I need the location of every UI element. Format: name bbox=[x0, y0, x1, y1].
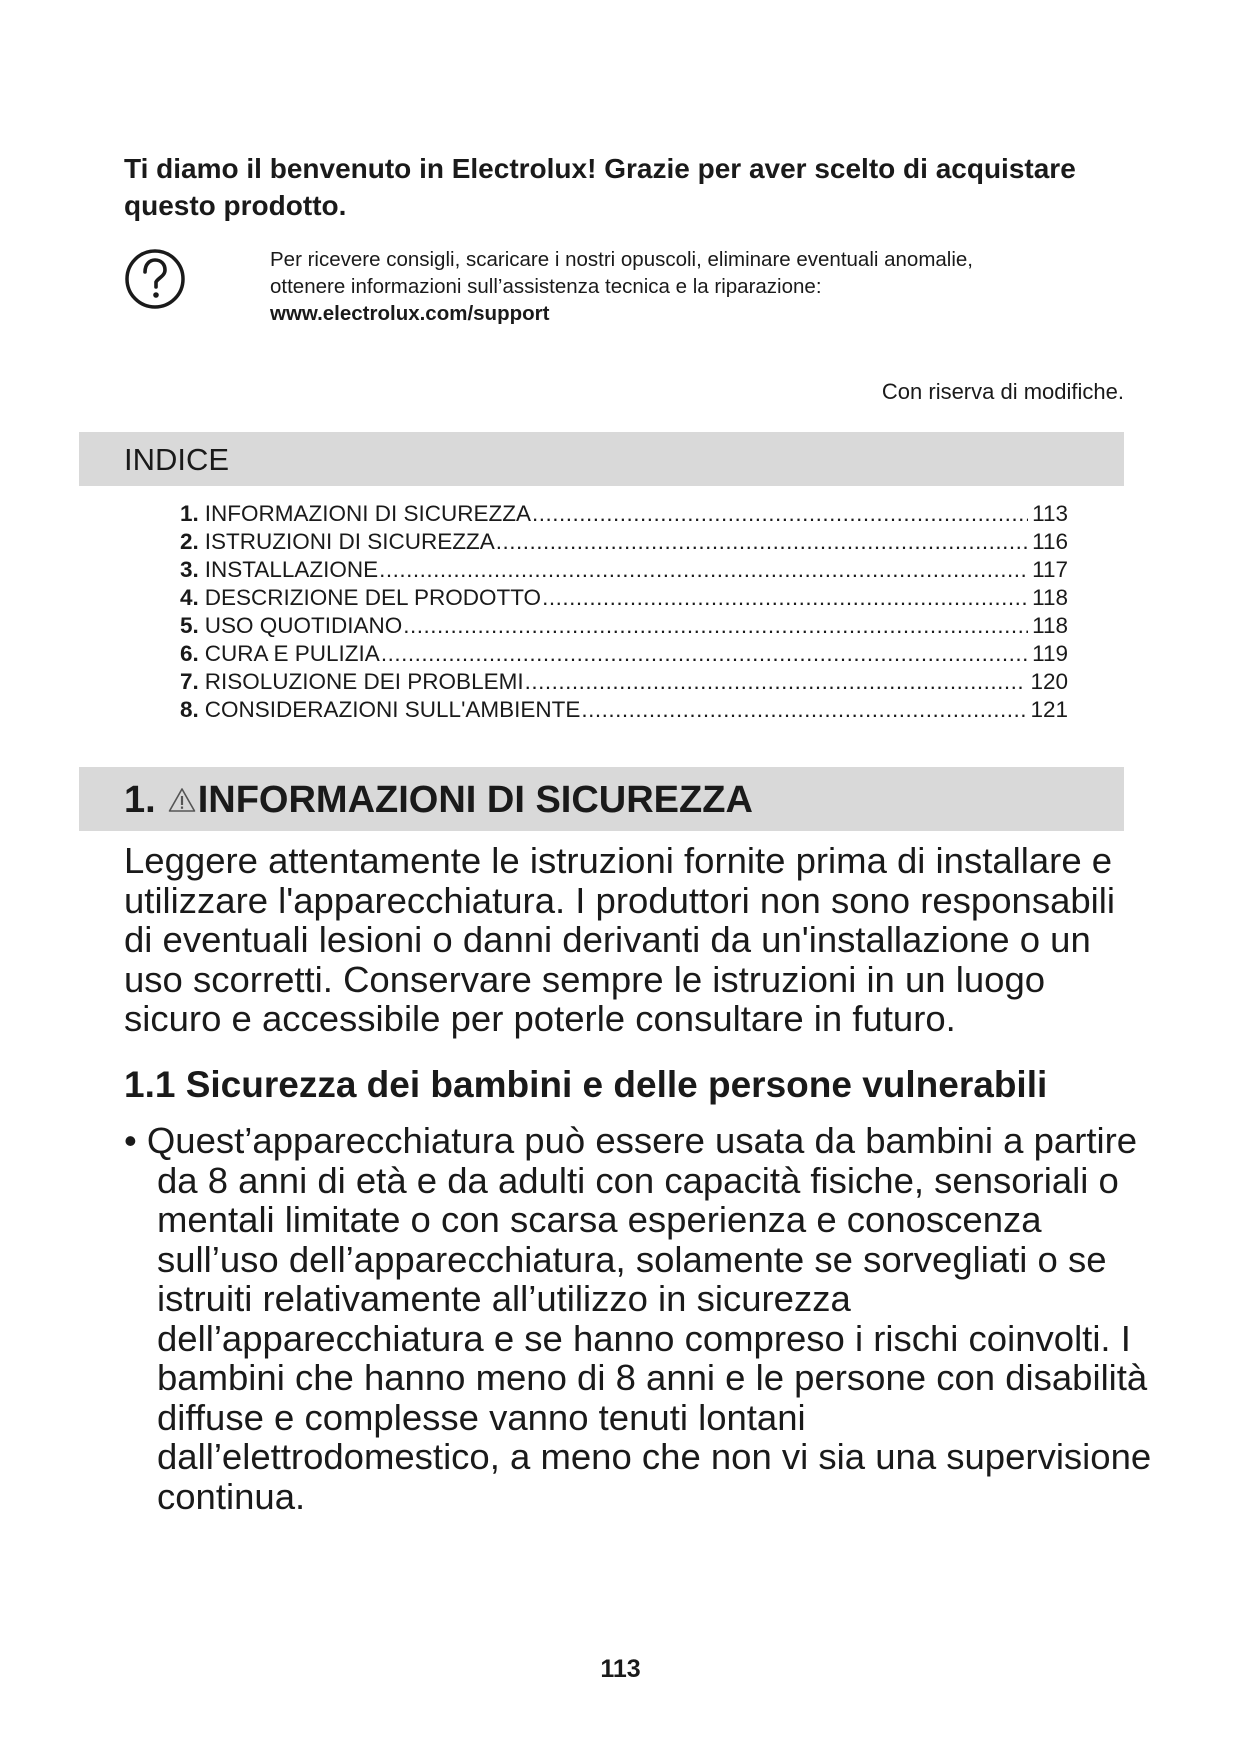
toc-item-number: 3. bbox=[180, 557, 199, 582]
toc-item[interactable] bbox=[180, 612, 1068, 640]
toc-title: INDICE bbox=[124, 442, 230, 477]
toc-item-number: 7. bbox=[180, 669, 199, 694]
toc-item-label: RISOLUZIONE DEI PROBLEMI bbox=[204, 669, 524, 694]
toc-item-page: 119 bbox=[1032, 641, 1068, 666]
toc-item-number: 1. bbox=[180, 501, 199, 526]
support-link[interactable]: www.electrolux.com/support bbox=[270, 302, 550, 325]
toc-item-page: 118 bbox=[1032, 613, 1068, 638]
toc-item[interactable] bbox=[180, 500, 1068, 528]
warning-triangle-icon bbox=[168, 787, 196, 813]
toc-item-label: CONSIDERAZIONI SULL'AMBIENTE bbox=[204, 697, 581, 722]
toc-item-label: INFORMAZIONI DI SICUREZZA bbox=[204, 501, 532, 526]
toc-item-number: 6. bbox=[180, 641, 199, 666]
toc-item[interactable] bbox=[180, 668, 1068, 696]
page-number: 113 bbox=[600, 1655, 641, 1683]
support-text-line-1: Per ricevere consigli, scaricare i nostri opuscoli, eliminare eventuali anomalie, bbox=[270, 248, 974, 271]
toc-item-label: DESCRIZIONE DEL PRODOTTO bbox=[204, 585, 542, 610]
section-title-text: INFORMAZIONI DI SICUREZZA bbox=[197, 779, 753, 821]
toc-item-page: 120 bbox=[1030, 669, 1068, 694]
toc-item[interactable] bbox=[180, 556, 1068, 584]
toc-item-page: 118 bbox=[1032, 585, 1068, 610]
toc-item-label: CURA E PULIZIA bbox=[204, 641, 380, 666]
toc-header-bar bbox=[79, 432, 1124, 486]
toc-item-label: INSTALLAZIONE bbox=[204, 557, 379, 582]
section-number: 1. bbox=[124, 779, 156, 821]
toc-item-page: 113 bbox=[1032, 501, 1068, 526]
toc-leader-dots bbox=[525, 668, 1027, 696]
section-title bbox=[124, 777, 753, 823]
toc-item-number: 5. bbox=[180, 613, 199, 638]
toc-item-label: ISTRUZIONI DI SICUREZZA bbox=[204, 529, 495, 554]
welcome-title: Ti diamo il benvenuto in Electrolux! Grazie per aver scelto di acquistare questo prodotto. bbox=[124, 153, 1076, 221]
question-circle-icon bbox=[124, 248, 186, 310]
reserve-note: Con riserva di modifiche. bbox=[881, 379, 1124, 404]
toc-leader-dots bbox=[403, 612, 1028, 640]
toc-item-number: 4. bbox=[180, 585, 199, 610]
toc-item[interactable] bbox=[180, 528, 1068, 556]
subsection-title: 1.1 Sicurezza dei bambini e delle persone vulnerabili bbox=[124, 1064, 1048, 1105]
toc-leader-dots bbox=[581, 696, 1026, 724]
toc-item-number: 2. bbox=[180, 529, 199, 554]
toc-leader-dots bbox=[532, 500, 1028, 528]
toc-item[interactable] bbox=[180, 584, 1068, 612]
toc-item-page: 117 bbox=[1032, 557, 1068, 582]
support-text-line-2: ottenere informazioni sull’assistenza tecnica e la riparazione: bbox=[270, 275, 822, 298]
safety-bullet-item: • Quest’apparecchiatura può essere usata da bambini a partire da 8 anni di età e da adulti con capacità fisiche, sensoriali o mentali limitate o con scarsa esperienza e conoscenza sull’uso dell’apparecchiatura, solamente se sorvegliati o se istruiti relativamente all’utilizzo in sicurezza dell’apparecchiatura e se hanno compreso i rischi coinvolti. I bambini che hanno meno di 8 anni e le persone con disabilità diffuse e complesse vanno tenuti lontani dall’elettrodomestico, a meno che non vi sia una supervisione continua. bbox=[124, 1120, 1152, 1517]
support-info bbox=[270, 246, 1130, 327]
toc-leader-dots bbox=[542, 584, 1028, 612]
toc-item-page: 121 bbox=[1030, 697, 1068, 722]
toc-leader-dots bbox=[379, 556, 1028, 584]
toc-leader-dots bbox=[381, 640, 1028, 668]
section-intro-paragraph: Leggere attentamente le istruzioni fornite prima di installare e utilizzare l'apparecchiatura. I produttori non sono responsabili di eventuali lesioni o danni derivanti da un'installazione o un uso scorretti. Conservare sempre le istruzioni in un luogo sicuro e accessibile per poterle consultare in futuro. bbox=[124, 840, 1116, 1039]
toc-item-page: 116 bbox=[1032, 529, 1068, 554]
toc-item-number: 8. bbox=[180, 697, 199, 722]
toc-leader-dots bbox=[496, 528, 1028, 556]
toc-item-label: USO QUOTIDIANO bbox=[204, 613, 403, 638]
toc-item[interactable] bbox=[180, 696, 1068, 724]
toc-item[interactable] bbox=[180, 640, 1068, 668]
table-of-contents bbox=[180, 500, 1068, 724]
